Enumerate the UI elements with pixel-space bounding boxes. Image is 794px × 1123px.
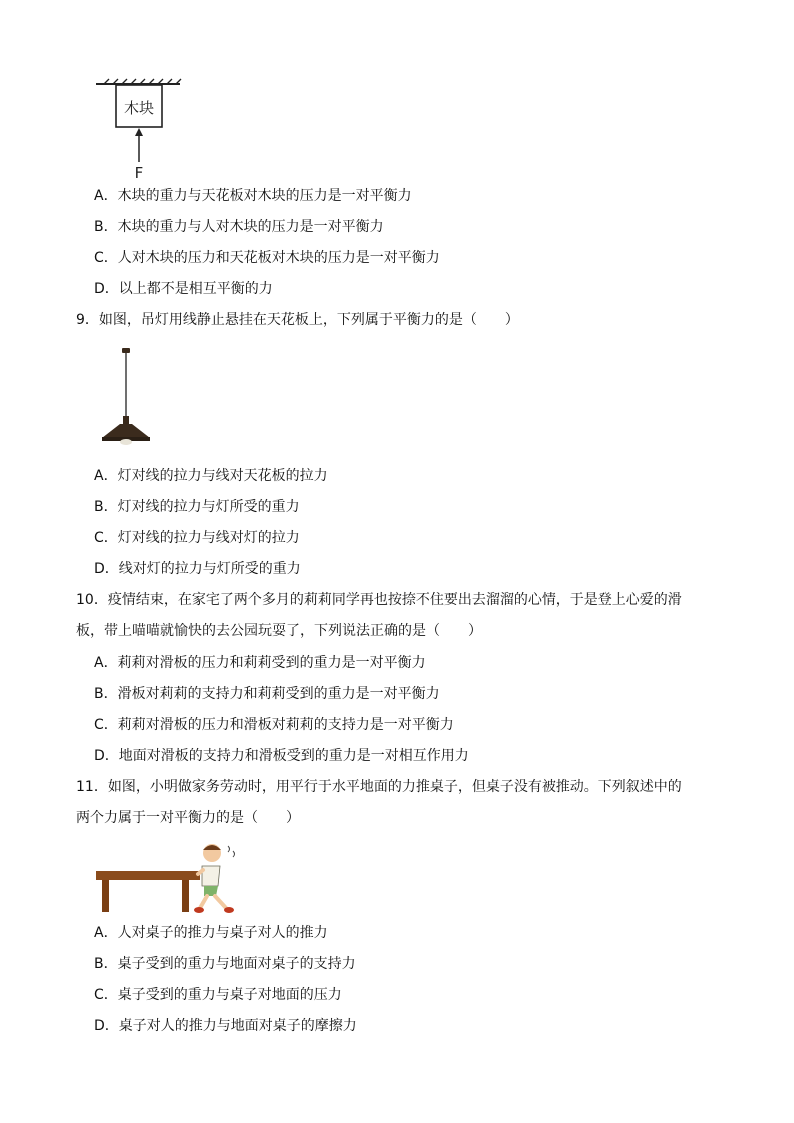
- boy-shoe-right: [224, 907, 234, 913]
- q8-option-a: A．木块的重力与天花板对木块的压力是一对平衡力: [94, 188, 412, 204]
- wood-block-label: 木块: [123, 99, 155, 117]
- q10-option-d: D．地面对滑板的支持力和滑板受到的重力是一对相互作用力: [94, 748, 469, 764]
- q9-option-c: C．灯对线的拉力与线对灯的拉力: [94, 530, 300, 546]
- table-leg-left: [102, 880, 109, 912]
- force-label: F: [134, 164, 144, 182]
- q11-stem-line1: 11．如图，小明做家务劳动时，用平行于水平地面的力推桌子，但桌子没有被推动。下列叙述中的: [76, 779, 682, 795]
- table-leg-right: [182, 880, 189, 912]
- effort-marks: [228, 846, 235, 857]
- force-arrow-head: [135, 128, 143, 136]
- boy-leg-right: [215, 896, 226, 908]
- ceiling-mount: [122, 348, 130, 353]
- q11-option-b: B．桌子受到的重力与地面对桌子的支持力: [94, 956, 356, 972]
- q11-option-d: D．桌子对人的推力与地面对桌子的摩擦力: [94, 1018, 357, 1034]
- q10-option-b: B．滑板对莉莉的支持力和莉莉受到的重力是一对平衡力: [94, 686, 440, 702]
- boy-pushing-table-figure: [94, 838, 254, 916]
- q11-option-a: A．人对桌子的推力与桌子对人的推力: [94, 925, 328, 941]
- q10-stem-line2: 板，带上喵喵就愉快的去公园玩耍了，下列说法正确的是（ ）: [76, 623, 482, 639]
- light-bulb: [120, 439, 132, 445]
- wood-block-figure: [94, 76, 184, 182]
- table-top: [96, 871, 200, 880]
- q9-option-b: B．灯对线的拉力与灯所受的重力: [94, 499, 300, 515]
- q9-option-a: A．灯对线的拉力与线对天花板的拉力: [94, 468, 328, 484]
- q10-option-c: C．莉莉对滑板的压力和滑板对莉莉的支持力是一对平衡力: [94, 717, 454, 733]
- q8-option-b: B．木块的重力与人对木块的压力是一对平衡力: [94, 219, 384, 235]
- q9-stem: 9．如图，吊灯用线静止悬挂在天花板上，下列属于平衡力的是（ ）: [76, 312, 519, 328]
- boy-shoe-left: [194, 907, 204, 913]
- q9-option-d: D．线对灯的拉力与灯所受的重力: [94, 561, 301, 577]
- q8-option-d: D．以上都不是相互平衡的力: [94, 281, 273, 297]
- pendant-lamp-figure: [100, 346, 156, 450]
- boy-hair: [203, 845, 221, 850]
- q11-option-c: C．桌子受到的重力与桌子对地面的压力: [94, 987, 342, 1003]
- boy: [194, 844, 235, 913]
- q8-option-c: C．人对木块的压力和天花板对木块的压力是一对平衡力: [94, 250, 440, 266]
- q10-stem-line1: 10．疫情结束，在家宅了两个多月的莉莉同学再也按捺不住要出去溜溜的心情，于是登上心爱的滑: [76, 592, 682, 608]
- q10-option-a: A．莉莉对滑板的压力和莉莉受到的重力是一对平衡力: [94, 655, 426, 671]
- lamp-shade: [102, 424, 150, 438]
- lamp-socket: [123, 416, 129, 424]
- boy-leg-left: [200, 896, 207, 908]
- q11-stem-line2: 两个力属于一对平衡力的是（ ）: [76, 810, 300, 826]
